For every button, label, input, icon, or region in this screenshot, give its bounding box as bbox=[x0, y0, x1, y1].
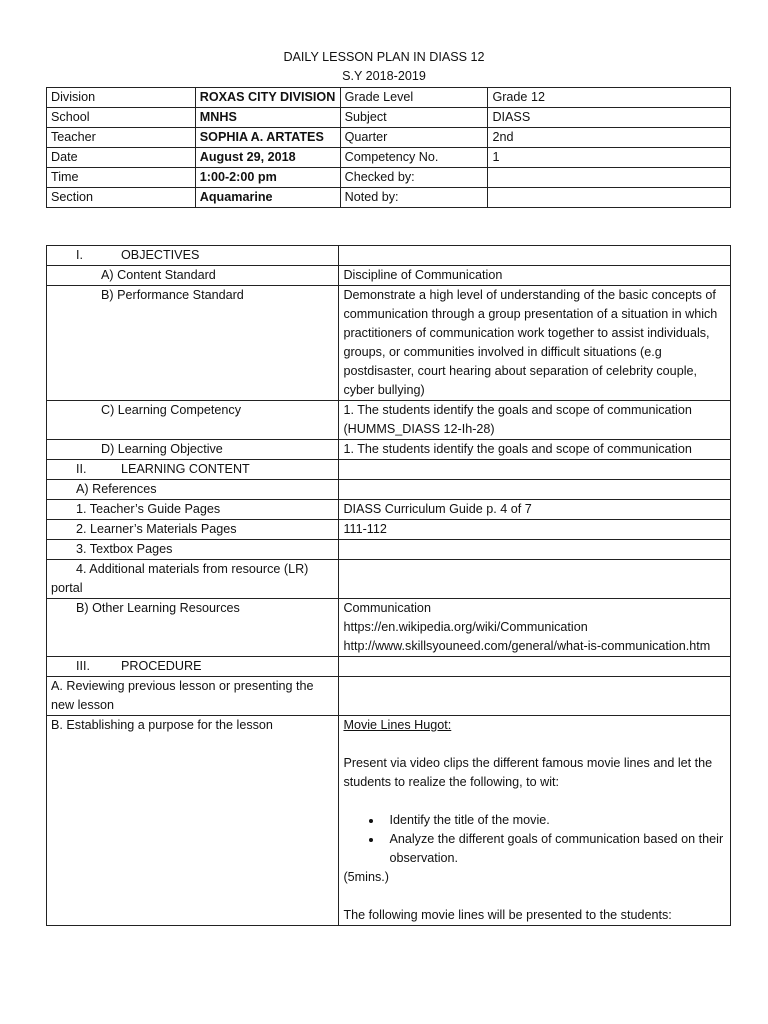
procedure-b-label: B. Establishing a purpose for the lesson bbox=[47, 716, 339, 926]
table-row bbox=[47, 286, 731, 401]
section-number: III. bbox=[76, 659, 90, 673]
grade-label: Grade Level bbox=[340, 88, 488, 108]
table-row bbox=[47, 108, 731, 128]
teacher-value: SOPHIA A. ARTATES bbox=[195, 128, 340, 148]
competency-value: 1 bbox=[488, 148, 731, 168]
checked-label: Checked by: bbox=[340, 168, 488, 188]
table-row bbox=[47, 401, 731, 440]
empty-cell bbox=[339, 246, 731, 266]
procedure-a-label: A. Reviewing previous lesson or presenting the new lesson bbox=[47, 677, 339, 716]
section-number: I. bbox=[76, 248, 83, 262]
date-value: August 29, 2018 bbox=[195, 148, 340, 168]
additional-materials-line2: portal bbox=[51, 581, 83, 595]
learners-materials-value: 111-112 bbox=[339, 520, 731, 540]
objectives-heading bbox=[47, 246, 339, 266]
performance-standard-value: Demonstrate a high level of understanding of the basic concepts of communication through a group presentation of a situation in which practitioners of communication work together to assist individuals, groups, or communities involved in difficult situations (e.g postdisaster, court hearing about separation of celebrity couple, cyber bullying) bbox=[339, 286, 731, 401]
learning-objective-label: D) Learning Objective bbox=[47, 440, 339, 460]
textbox-pages-value bbox=[339, 540, 731, 560]
other-resources-value bbox=[339, 599, 731, 657]
performance-standard-label: B) Performance Standard bbox=[47, 286, 339, 401]
table-row bbox=[47, 540, 731, 560]
activity-bullet-list bbox=[343, 811, 726, 868]
school-year: S.Y 2018-2019 bbox=[342, 69, 426, 83]
table-row bbox=[47, 677, 731, 716]
section-number: II. bbox=[76, 462, 87, 476]
section-label: Section bbox=[47, 188, 196, 208]
section-title: OBJECTIVES bbox=[121, 248, 200, 262]
section-value: Aquamarine bbox=[195, 188, 340, 208]
header-table bbox=[46, 87, 731, 208]
procedure-a-value bbox=[339, 677, 731, 716]
list-item: • Identify the title of the movie. bbox=[383, 811, 726, 830]
noted-value bbox=[488, 188, 731, 208]
competency-code: (HUMMS_DIASS 12-Ih-28) bbox=[343, 422, 495, 436]
lesson-plan-table bbox=[46, 245, 731, 926]
table-row bbox=[47, 520, 731, 540]
other-resources-label: B) Other Learning Resources bbox=[47, 599, 339, 657]
division-label: Division bbox=[47, 88, 196, 108]
references-label: A) References bbox=[47, 480, 339, 500]
table-row bbox=[47, 188, 731, 208]
section-title: LEARNING CONTENT bbox=[121, 462, 250, 476]
learning-content-heading bbox=[47, 460, 339, 480]
table-row bbox=[47, 716, 731, 926]
activity-intro: Present via video clips the different famous movie lines and let the students to realize the following, to wit: bbox=[343, 756, 713, 789]
teacher-label: Teacher bbox=[47, 128, 196, 148]
table-row bbox=[47, 246, 731, 266]
checked-value bbox=[488, 168, 731, 188]
empty-cell bbox=[339, 460, 731, 480]
table-row bbox=[47, 500, 731, 520]
time-label: Time bbox=[47, 168, 196, 188]
table-row bbox=[47, 460, 731, 480]
table-row bbox=[47, 88, 731, 108]
competency-text: 1. The students identify the goals and scope of communication bbox=[343, 403, 692, 417]
time-value: 1:00-2:00 pm bbox=[195, 168, 340, 188]
learning-objective-value: 1. The students identify the goals and scope of communication bbox=[339, 440, 731, 460]
activity-duration: (5mins.) bbox=[343, 870, 389, 884]
noted-label: Noted by: bbox=[340, 188, 488, 208]
table-row bbox=[47, 168, 731, 188]
content-standard-label: A) Content Standard bbox=[47, 266, 339, 286]
teachers-guide-label: 1. Teacher’s Guide Pages bbox=[47, 500, 339, 520]
learning-competency-label: C) Learning Competency bbox=[47, 401, 339, 440]
school-value: MNHS bbox=[195, 108, 340, 128]
additional-materials-line1: 4. Additional materials from resource (LR) bbox=[76, 562, 309, 576]
division-value: ROXAS CITY DIVISION bbox=[195, 88, 340, 108]
table-row bbox=[47, 128, 731, 148]
competency-label: Competency No. bbox=[340, 148, 488, 168]
quarter-label: Quarter bbox=[340, 128, 488, 148]
table-row bbox=[47, 148, 731, 168]
table-row bbox=[47, 440, 731, 460]
procedure-heading bbox=[47, 657, 339, 677]
content-standard-value: Discipline of Communication bbox=[339, 266, 731, 286]
table-row bbox=[47, 599, 731, 657]
procedure-b-value bbox=[339, 716, 731, 926]
document-title: DAILY LESSON PLAN IN DIASS 12 bbox=[283, 50, 485, 64]
grade-value: Grade 12 bbox=[488, 88, 731, 108]
table-row bbox=[47, 266, 731, 286]
subject-value: DIASS bbox=[488, 108, 731, 128]
resource-link-wikipedia[interactable]: https://en.wikipedia.org/wiki/Communication bbox=[343, 620, 588, 634]
learning-competency-value bbox=[339, 401, 731, 440]
additional-materials-value bbox=[339, 560, 731, 599]
resource-title: Communication bbox=[343, 601, 431, 615]
resource-link-skillsyouneed[interactable]: http://www.skillsyouneed.com/general/what-is-communication.htm bbox=[343, 639, 711, 653]
section-title: PROCEDURE bbox=[121, 659, 202, 673]
learners-materials-label: 2. Learner’s Materials Pages bbox=[47, 520, 339, 540]
school-label: School bbox=[47, 108, 196, 128]
subject-label: Subject bbox=[340, 108, 488, 128]
additional-materials-label bbox=[47, 560, 339, 599]
list-item: • Analyze the different goals of communication based on their observation. bbox=[383, 830, 726, 868]
activity-heading: Movie Lines Hugot: bbox=[343, 718, 452, 732]
empty-cell bbox=[339, 480, 731, 500]
empty-cell bbox=[339, 657, 731, 677]
table-row bbox=[47, 657, 731, 677]
table-row bbox=[47, 480, 731, 500]
quarter-value: 2nd bbox=[488, 128, 731, 148]
table-row bbox=[47, 560, 731, 599]
teachers-guide-value: DIASS Curriculum Guide p. 4 of 7 bbox=[339, 500, 731, 520]
date-label: Date bbox=[47, 148, 196, 168]
textbox-pages-label: 3. Textbox Pages bbox=[47, 540, 339, 560]
activity-closing: The following movie lines will be presented to the students: bbox=[343, 908, 672, 922]
